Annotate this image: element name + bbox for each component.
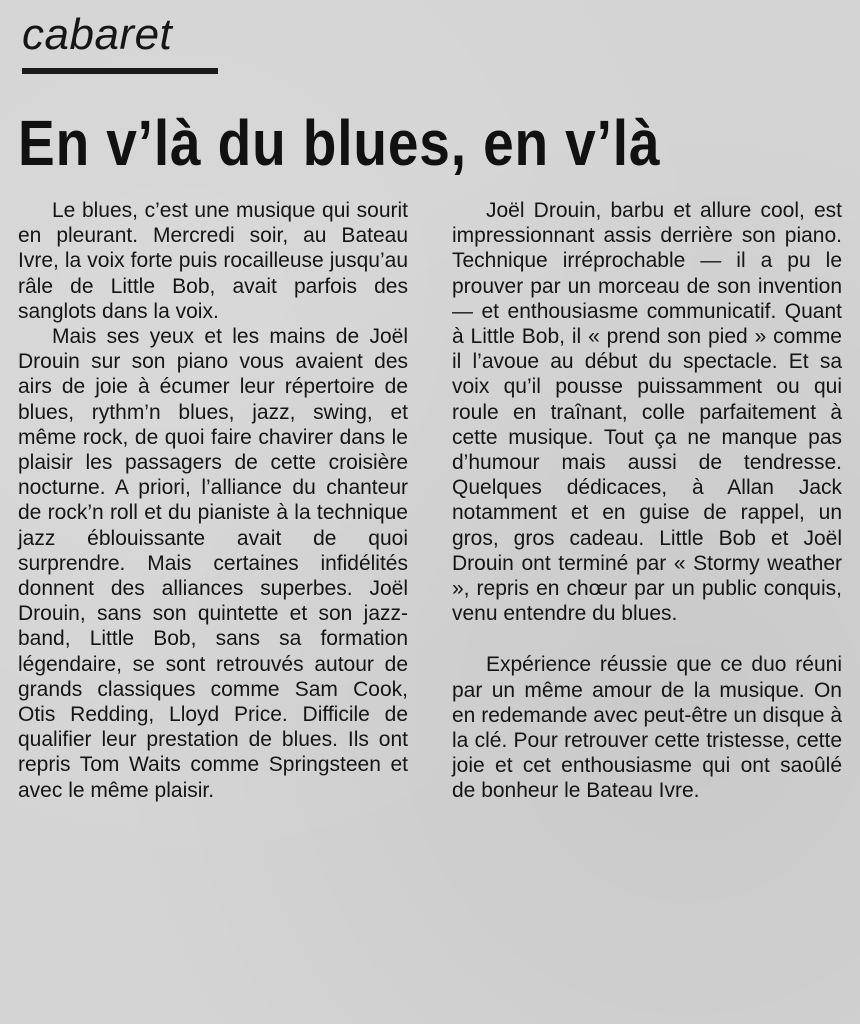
- paragraph-right-2: Expérience réussie que ce duo réuni par un même amour de la musique. On en redemande avec peut-être un disque à la clé. Pour retrouver cette tristesse, cette joie et cet enthousiasme qui ont saoûlé de bonheur le Bateau Ivre.: [452, 653, 842, 803]
- article-column-left: [18, 198, 408, 803]
- paragraph-left-2: Mais ses yeux et les mains de Joël Drouin sur son piano vous avaient des airs de joie à écumer leur répertoire de blues, rythm’n blues, jazz, swing, et même rock, de quoi faire chavirer dans le plaisir les passagers de cette croisière nocturne. A priori, l’alliance du chanteur de rock’n roll et du pianiste à la technique jazz éblouissante avait de quoi surprendre. Mais certaines infidélités donnent des alliances superbes. Joël Drouin, sans son quintette et son jazz-band, Little Bob, sans sa formation légendaire, se sont retrouvés autour de grands classiques comme Sam Cook, Otis Redding, Lloyd Price. Difficile de qualifier leur prestation de blues. Ils ont repris Tom Waits comme Springsteen et avec le même plaisir.: [18, 325, 408, 802]
- article-column-right: [452, 198, 842, 804]
- section-label: cabaret: [22, 10, 173, 59]
- section-rule: [22, 68, 218, 74]
- article-headline: En v’là du blues, en v’là: [18, 107, 661, 179]
- paragraph-right-1: Joël Drouin, barbu et allure cool, est impressionnant assis derrière son piano. Technique irréprochable — il a pu le prouver par un morceau de son invention — et enthousiasme communicatif. Quant à Little Bob, il « prend son pied » comme il l’avoue au début du spectacle. Et sa voix qu’il pousse puissamment ou qui roule en traînant, colle parfaitement à cette musique. Tout ça ne manque pas d’humour mais aussi de tendresse. Quelques dédicaces, à Allan Jack notamment et en guise de rappel, un gros, gros cadeau. Little Bob et Joël Drouin ont terminé par « Stormy weather », repris en chœur par un public conquis, venu entendre du blues.: [452, 199, 842, 626]
- paragraph-left-1: Le blues, c’est une musique qui sourit en pleurant. Mercredi soir, au Bateau Ivre, la voix forte puis rocailleuse jusqu’au râle de Little Bob, avait parfois des sanglots dans la voix.: [18, 199, 408, 323]
